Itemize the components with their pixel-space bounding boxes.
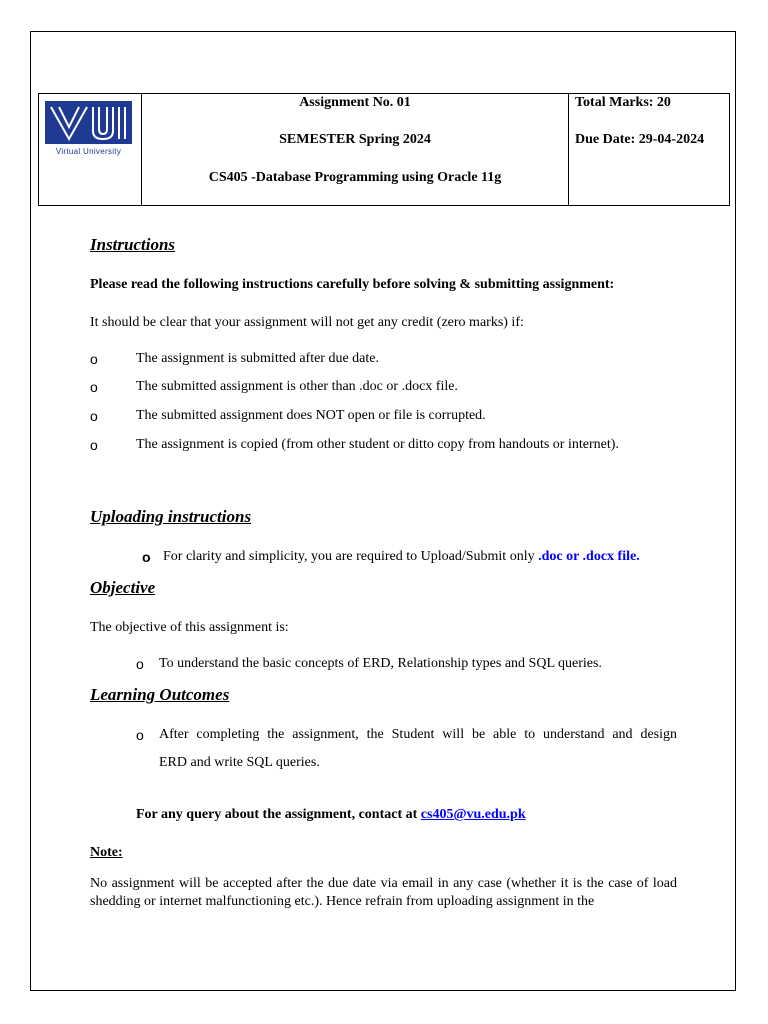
due-date: Due Date: 29-04-2024 xyxy=(575,132,705,147)
instruction-item: The assignment is copied (from other student or ditto copy from handouts or internet). xyxy=(136,437,619,452)
instruction-item: The assignment is submitted after due date. xyxy=(136,351,379,366)
course-info-cell xyxy=(142,94,569,205)
file-type-highlight: .doc or .docx file. xyxy=(538,549,640,564)
contact-text: For any query about the assignment, contact at xyxy=(136,807,421,822)
learning-outcome-line2: ERD and write SQL queries. xyxy=(159,755,320,770)
contact-line xyxy=(136,807,526,823)
assignment-number: Assignment No. 01 xyxy=(299,95,411,110)
bullet-icon: o xyxy=(90,351,98,367)
instruction-item: The submitted assignment does NOT open or file is corrupted. xyxy=(136,408,486,423)
vu-logo xyxy=(45,101,132,144)
total-marks: Total Marks: 20 xyxy=(575,95,671,110)
course-title: CS405 -Database Programming using Oracle 11g xyxy=(208,170,502,185)
note-heading: Note: xyxy=(90,845,123,860)
learning-outcome-line1: After completing the assignment, the Student will be able to understand and design xyxy=(159,727,677,742)
uploading-heading: Uploading instructions xyxy=(90,507,252,526)
instruction-item: The submitted assignment is other than .doc or .docx file. xyxy=(136,379,458,394)
objective-item: To understand the basic concepts of ERD, Relationship types and SQL queries. xyxy=(159,656,602,671)
instructions-heading: Instructions xyxy=(90,235,176,254)
objective-heading: Objective xyxy=(90,578,156,597)
vu-logo-icon xyxy=(45,101,132,144)
contact-email-link[interactable]: cs405@vu.edu.pk xyxy=(420,807,526,822)
bullet-icon: o xyxy=(136,727,144,743)
bullet-icon: o xyxy=(90,437,98,453)
learning-outcomes-heading: Learning Outcomes xyxy=(90,685,230,704)
uploading-body: For clarity and simplicity, you are required to Upload/Submit only xyxy=(163,549,539,564)
instructions-intro: It should be clear that your assignment will not get any credit (zero marks) if: xyxy=(90,315,524,330)
instructions-intro-bold: Please read the following instructions carefully before solving & submitting assignment: xyxy=(90,277,615,292)
bullet-icon: o xyxy=(142,549,151,565)
bullet-icon: o xyxy=(90,379,98,395)
note-text: No assignment will be accepted after the due date via email in any case (whether it is the case of load shedding or internet malfunctioning etc.). Hence refrain from uploading assignment in the xyxy=(90,876,677,909)
logo-cell xyxy=(39,94,142,205)
header-table xyxy=(38,93,730,206)
objective-intro: The objective of this assignment is: xyxy=(90,620,289,635)
semester: SEMESTER Spring 2024 xyxy=(279,132,431,147)
logo-caption: Virtual University xyxy=(55,147,122,156)
bullet-icon: o xyxy=(136,656,144,672)
marks-cell xyxy=(569,94,729,205)
uploading-text xyxy=(163,549,640,565)
bullet-icon: o xyxy=(90,408,98,424)
